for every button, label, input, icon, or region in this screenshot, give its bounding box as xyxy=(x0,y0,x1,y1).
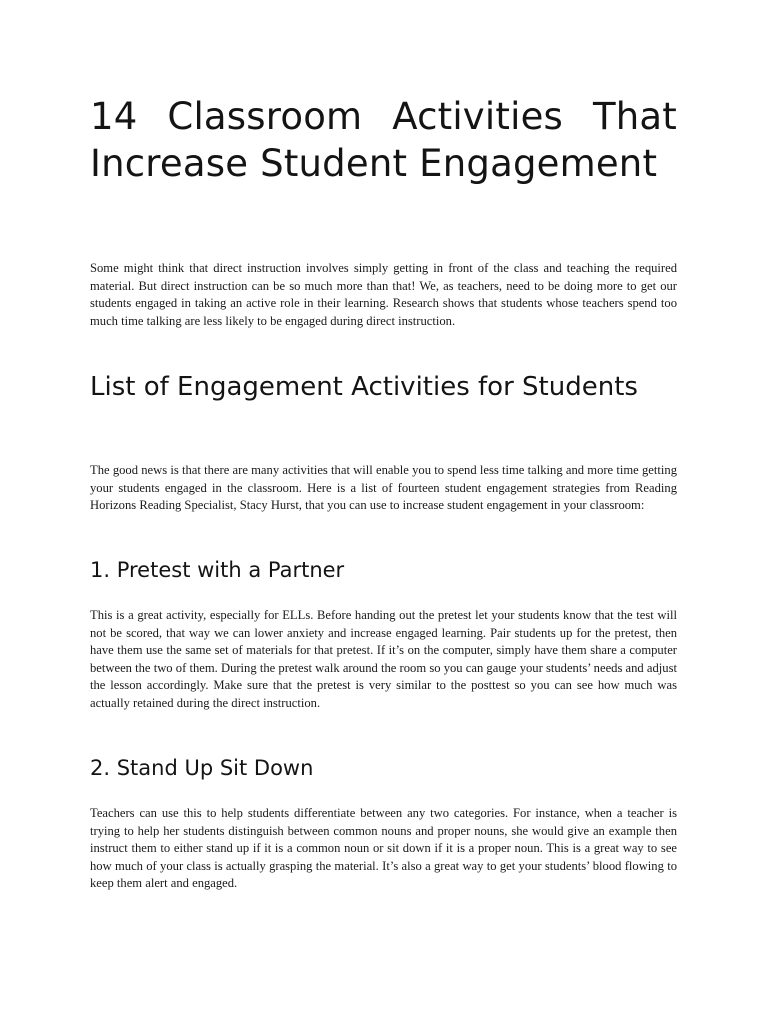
list-heading: List of Engagement Activities for Students xyxy=(90,372,638,402)
section-heading-pretest: 1. Pretest with a Partner xyxy=(90,558,345,582)
section-heading-stand-up: 2. Stand Up Sit Down xyxy=(90,756,314,780)
page-title: 14 Classroom Activities That Increase Student Engagement xyxy=(90,95,677,185)
section-body-stand-up: Teachers can use this to help students differentiate between any two categories. For instance, when a teacher is trying to help her students distinguish between common nouns and proper nouns, she would give an example then instruct them to either stand up if it is a common noun or sit down if it is a proper noun. This is a great way to see how much of your class is actually grasping the material. It’s also a great way to get your students’ blood flowing to keep them alert and engaged. xyxy=(90,806,677,891)
intro-paragraph: Some might think that direct instruction involves simply getting in front of the class and teaching the required material. But direct instruction can be so much more than that! We, as teachers, need to be doing more to get our students engaged in taking an active role in their learning. Research shows that students whose teachers spend too much time talking are less likely to be engaged during direct instruction. xyxy=(90,261,677,328)
section-body-pretest: This is a great activity, especially for ELLs. Before handing out the pretest let your students know that the test will not be scored, that way we can lower anxiety and increase engaged learning. Pair students up for the pretest, then have them use the same set of materials for that pretest. If it’s on the computer, simply have them share a computer between the two of them. During the pretest walk around the room so you can gauge your students’ needs and adjust the lesson accordingly. Make sure that the pretest is very similar to the posttest so you can see how much was actually retained during the direct instruction. xyxy=(90,608,677,710)
list-intro-paragraph: The good news is that there are many activities that will enable you to spend less time talking and more time getting your students engaged in the classroom. Here is a list of fourteen student engagement strategies from Reading Horizons Reading Specialist, Stacy Hurst, that you can use to increase student engagement in your classroom: xyxy=(90,463,677,513)
